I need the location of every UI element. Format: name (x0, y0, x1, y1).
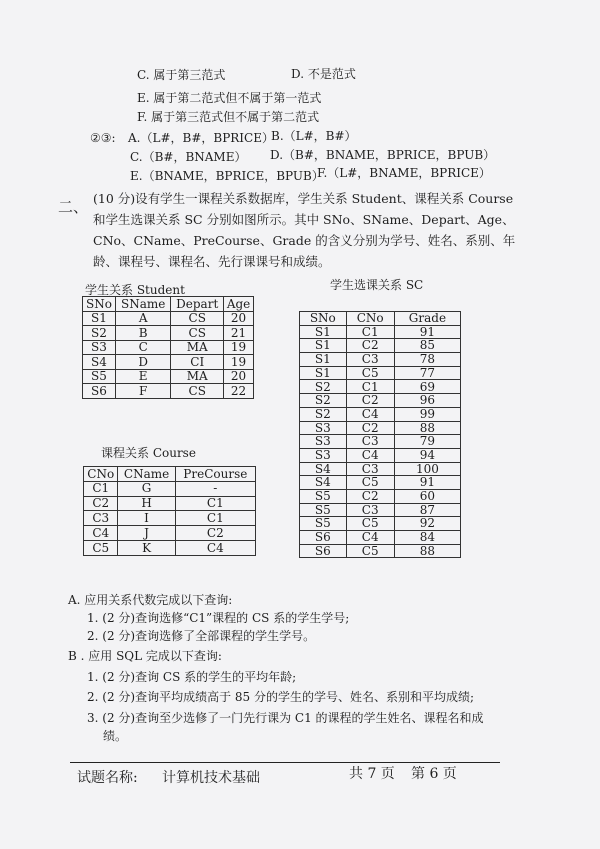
table-cell: S4 (83, 355, 116, 370)
table-cell: B (115, 326, 170, 341)
student-caption: 学生关系 Student (85, 283, 185, 297)
table-cell: C3 (346, 462, 394, 476)
table-cell: S2 (300, 407, 347, 421)
table-cell: CS (171, 326, 224, 341)
table-row (84, 481, 256, 496)
table-row (300, 489, 461, 503)
table-cell: 19 (224, 355, 254, 370)
table-cell: C5 (84, 540, 118, 555)
table-cell: S3 (300, 448, 347, 462)
q23-option-f: F.（L#，BNAME，BPRICE） (317, 166, 491, 180)
table-cell: C1 (175, 511, 255, 526)
table-cell: S5 (300, 517, 347, 531)
table-cell: C3 (346, 435, 394, 449)
table-row (300, 325, 461, 339)
table-cell: 19 (224, 340, 254, 355)
table-cell: E (115, 369, 170, 384)
table-cell: C4 (346, 531, 394, 545)
column-header: SNo (300, 312, 347, 326)
table-cell: J (118, 526, 175, 541)
table-cell: CI (171, 355, 224, 370)
table-cell: D (115, 355, 170, 370)
footer-total-pages: 共 7 页 (349, 766, 395, 782)
table-cell: C4 (346, 407, 394, 421)
table-cell: S2 (300, 380, 347, 394)
column-header: CNo (84, 467, 118, 482)
part-a-item: 1. (2 分)查询选修“C1”课程的 CS 系的学生学号; (87, 611, 350, 625)
table-cell: C3 (84, 511, 118, 526)
table-cell: C1 (84, 481, 118, 496)
table-cell: 88 (394, 421, 460, 435)
table-cell: C5 (346, 366, 394, 380)
question-line: 龄、课程号、课程名、先行课课号和成绩。 (93, 254, 331, 269)
question-line: CNo、CName、PreCourse、Grade 的含义分别为学号、姓名、系别、年 (93, 233, 516, 248)
table-cell: 20 (224, 369, 254, 384)
table-row (300, 476, 461, 490)
table-cell: 100 (394, 462, 460, 476)
table-cell: C2 (175, 526, 255, 541)
table-cell: C3 (346, 503, 394, 517)
table-cell: C5 (346, 517, 394, 531)
option-c: C. 属于第三范式 (137, 68, 226, 82)
sc-table (299, 311, 461, 558)
option-d: D. 不是范式 (291, 67, 356, 81)
footer-label: 试题名称: (77, 770, 138, 786)
table-cell: 69 (394, 380, 460, 394)
table-row (83, 369, 254, 384)
table-row (84, 540, 256, 555)
table-row (83, 355, 254, 370)
q23-option-c: C.（B#，BNAME） (130, 150, 247, 164)
course-caption: 课程关系 Course (101, 446, 196, 460)
table-cell: S1 (300, 366, 347, 380)
column-header: SName (115, 297, 170, 312)
table-cell: C2 (84, 496, 118, 511)
footer-subject: 计算机技术基础 (162, 770, 260, 786)
footer-rule (70, 762, 500, 763)
table-row (300, 435, 461, 449)
table-row (300, 366, 461, 380)
table-cell: A (115, 311, 170, 326)
table-cell: S2 (83, 326, 116, 341)
table-cell: I (118, 511, 175, 526)
table-cell: 60 (394, 489, 460, 503)
table-row (300, 380, 461, 394)
column-header: Age (224, 297, 254, 312)
table-cell: S3 (83, 340, 116, 355)
column-header: Grade (394, 312, 460, 326)
table-cell: S4 (300, 476, 347, 490)
table-cell: 94 (394, 448, 460, 462)
table-cell: 85 (394, 339, 460, 353)
part-a-item: 2. (2 分)查询选修了全部课程的学生学号。 (87, 629, 316, 643)
table-cell: CS (171, 384, 224, 399)
q23-option-b: B.（L#，B#） (271, 129, 357, 143)
table-cell: F (115, 384, 170, 399)
q23-option-d: D.（B#，BNAME，BPRICE，BPUB） (270, 148, 496, 162)
table-cell: C1 (175, 496, 255, 511)
table-cell: 77 (394, 366, 460, 380)
column-header: PreCourse (175, 467, 255, 482)
table-cell: 88 (394, 544, 460, 558)
table-cell: C5 (346, 544, 394, 558)
table-cell: 78 (394, 353, 460, 367)
table-cell: C2 (346, 421, 394, 435)
footer-page-number: 第 6 页 (411, 766, 457, 782)
table-cell: S5 (83, 369, 116, 384)
table-cell: C (115, 340, 170, 355)
table-cell: 79 (394, 435, 460, 449)
table-row (300, 517, 461, 531)
table-cell: S4 (300, 462, 347, 476)
table-row (84, 511, 256, 526)
table-cell: 99 (394, 407, 460, 421)
table-row (300, 339, 461, 353)
question-number: 二、 (58, 198, 89, 216)
part-b-item: 3. (2 分)查询至少选修了一门先行课为 C1 的课程的学生姓名、课程名和成 (87, 711, 484, 725)
column-header: Depart (171, 297, 224, 312)
part-b-title: B . 应用 SQL 完成以下查询: (68, 649, 222, 663)
table-cell: 87 (394, 503, 460, 517)
table-cell: S1 (300, 325, 347, 339)
table-row (300, 448, 461, 462)
table-cell: C2 (346, 489, 394, 503)
part-b-item-continued: 绩。 (103, 729, 128, 743)
table-cell: 84 (394, 531, 460, 545)
table-cell: 20 (224, 311, 254, 326)
table-cell: S1 (300, 339, 347, 353)
table-cell: K (118, 540, 175, 555)
table-cell: C4 (175, 540, 255, 555)
table-cell: C2 (346, 394, 394, 408)
table-cell: MA (171, 369, 224, 384)
table-header-row (300, 312, 461, 326)
table-header-row (84, 467, 256, 482)
table-cell: - (175, 481, 255, 496)
table-cell: S6 (300, 531, 347, 545)
student-table (82, 296, 254, 399)
table-cell: 96 (394, 394, 460, 408)
column-header: CNo (346, 312, 394, 326)
table-cell: S2 (300, 394, 347, 408)
table-cell: 21 (224, 326, 254, 341)
table-cell: C5 (346, 476, 394, 490)
table-row (300, 503, 461, 517)
table-cell: 91 (394, 476, 460, 490)
table-cell: S5 (300, 489, 347, 503)
table-cell: CS (171, 311, 224, 326)
table-row (300, 407, 461, 421)
table-cell: S3 (300, 421, 347, 435)
table-cell: S1 (300, 353, 347, 367)
table-header-row (83, 297, 254, 312)
part-a-title: A. 应用关系代数完成以下查询: (68, 593, 233, 607)
table-cell: 91 (394, 325, 460, 339)
q23-label: ②③: (90, 131, 116, 145)
table-cell: C2 (346, 339, 394, 353)
table-row (83, 311, 254, 326)
table-row (300, 462, 461, 476)
column-header: CName (118, 467, 175, 482)
table-cell: H (118, 496, 175, 511)
table-row (300, 544, 461, 558)
part-b-item: 2. (2 分)查询平均成绩高于 85 分的学生的学号、姓名、系别和平均成绩; (87, 690, 475, 704)
option-f: F. 属于第三范式但不属于第二范式 (137, 110, 320, 124)
table-cell: C4 (84, 526, 118, 541)
table-cell: S6 (83, 384, 116, 399)
table-row (83, 384, 254, 399)
table-cell: G (118, 481, 175, 496)
table-row (300, 421, 461, 435)
table-row (84, 496, 256, 511)
table-cell: S3 (300, 435, 347, 449)
part-b-item: 1. (2 分)查询 CS 系的学生的平均年龄; (87, 670, 297, 684)
table-row (83, 326, 254, 341)
table-cell: S6 (300, 544, 347, 558)
course-table (83, 466, 256, 556)
table-cell: S1 (83, 311, 116, 326)
column-header: SNo (83, 297, 116, 312)
table-cell: C4 (346, 448, 394, 462)
table-cell: C1 (346, 380, 394, 394)
table-cell: MA (171, 340, 224, 355)
q23-option-e: E.（BNAME，BPRICE，BPUB） (130, 169, 324, 183)
sc-caption: 学生选课关系 SC (330, 278, 424, 292)
table-row (84, 526, 256, 541)
table-row (300, 531, 461, 545)
table-cell: C1 (346, 325, 394, 339)
table-cell: C3 (346, 353, 394, 367)
question-line: 和学生选课关系 SC 分别如图所示。其中 SNo、SName、Depart、Age、 (93, 212, 515, 227)
table-row (300, 394, 461, 408)
question-line: (10 分)设有学生一课程关系数据库，学生关系 Student、课程关系 Course (93, 191, 514, 206)
table-cell: 22 (224, 384, 254, 399)
table-cell: S5 (300, 503, 347, 517)
table-row (300, 353, 461, 367)
q23-option-a: A.（L#，B#，BPRICE） (128, 131, 274, 145)
option-e: E. 属于第二范式但不属于第一范式 (137, 91, 322, 105)
table-cell: 92 (394, 517, 460, 531)
table-row (83, 340, 254, 355)
